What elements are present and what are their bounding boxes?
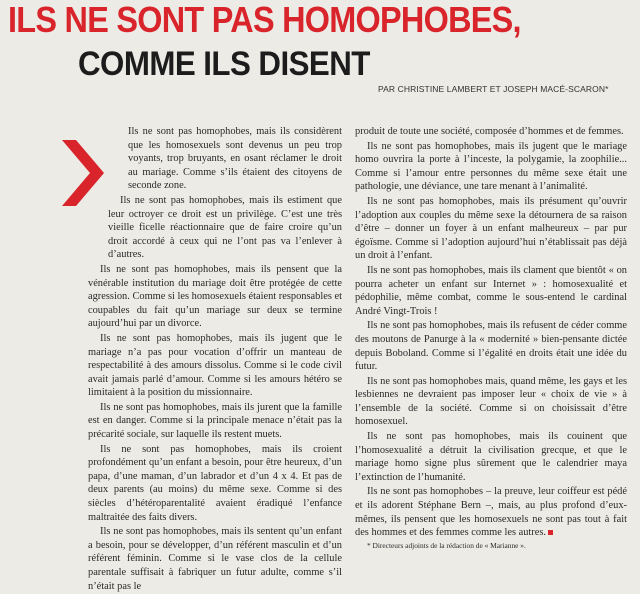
paragraph: Ils ne sont pas homophobes, mais ils jugent que le mariage homo ouvrira la porte à l’inceste, la polygamie, la zoophilie... Comme si l’amour entre personnes du même sexe était une pathologie, une déviance, une tare menant à l’animalité.: [355, 140, 627, 193]
paragraph: Ils ne sont pas homophobes, mais ils jurent que la famille est en danger. Comme si la principale menace n’était pas la précarité sociale, sur laquelle ils restent muets.: [88, 401, 342, 441]
paragraph: Ils ne sont pas homophobes, mais ils considèrent que les homosexuels sont devenus un peu trop voyants, trop bruyants, en osant réclamer le droit au mariage. Comme s’ils étaient des citoyens de seconde zone.: [128, 126, 342, 192]
paragraph: Ils ne sont pas homophobes, mais ils clament que bientôt « on pourra acheter un enfant sur Internet » : homosexualité et pédophilie, même combat, comme le sous-entend le cardinal André Vingt-Trois !: [355, 264, 627, 317]
paragraph: Ils ne sont pas homophobes mais, quand même, les gays et les lesbiennes ne devraient pas imposer leur « choix de vie » à l’ensemble de la société. Comme si on choisissait d’être homosexuel.: [355, 375, 627, 428]
footnote: * Directeurs adjoints de la rédaction de « Marianne ».: [367, 540, 526, 550]
final-paragraph-text: Ils ne sont pas homophobes – la preuve, leur coiffeur est pédé et ils adorent Stéphane Bern –, mais, au plus profond d’eux-mêmes, ils pensent que les homosexuels ne sont pas tout à fait des hommes et des femmes comme les autres.: [355, 486, 627, 539]
paragraph: Ils ne sont pas homophobes, mais ils sentent qu’un enfant a besoin, pour se développer, d’un référent masculin et d’un référent féminin. Comme si le vase clos de la cellule parentale suffisait à fabriquer un futur adulte, comme s’il n’était pas le: [88, 526, 342, 592]
final-paragraph: [355, 485, 627, 539]
byline: PAR CHRISTINE LAMBERT ET JOSEPH MACÉ-SCARON*: [378, 84, 609, 94]
end-mark-icon: [548, 530, 553, 535]
paragraph: Ils ne sont pas homophobes, mais ils pensent que la vénérable institution du mariage doit être protégée de cette agression. Comme si les homosexuels étaient responsables et coupables du fait qu’un mariage sur deux se termine aujourd’hui par un divorce.: [88, 263, 342, 330]
paragraph: Ils ne sont pas homophobes, mais ils jugent que le mariage n’a pas pour vocation d’offrir un manteau de respectabilité à des amours dissolus. Comme si le code civil avait jamais parlé d’amour. Comme si les amours hétéro se limitaient à la position du missionnaire.: [88, 332, 342, 399]
headline-line-2: COMME ILS DISENT: [78, 45, 370, 83]
headline-line-1: ILS NE SONT PAS HOMOPHOBES,: [8, 0, 521, 40]
paragraph: Ils ne sont pas homophobes, mais ils présument qu’ouvrir l’adoption aux couples du même sexe la détournera de sa raison d’être – donner un foyer à un enfant malheureux – par pur égoïsme. Comme si l’adoption aujourd’hui n’établissait pas déjà un droit à l’enfant.: [355, 195, 627, 262]
paragraph: Ils ne sont pas homophobes, mais ils couinent que l’homosexualité a détruit la civilisation grecque, et que le mariage homo signe plus sûrement que le calendrier maya l’extinction de l’humanité.: [355, 431, 627, 483]
article-column-2: [355, 125, 627, 552]
paragraph: produit de toute une société, composée d’hommes et de femmes.: [355, 126, 624, 137]
paragraph: Ils ne sont pas homophobes, mais ils croient profondément qu’un enfant a besoin, pour être heureux, d’un papa, d’une maman, d’un labrador et d’un 4 x 4. Et pas de deux parents (au moins) du même sexe. Comme si des siècles d’hétéroparentalité avaient éradiqué l’enfance maltraitée des faits divers.: [88, 443, 342, 523]
article-column-1: [88, 125, 342, 594]
paragraph: Ils ne sont pas homophobes, mais ils estiment que leur octroyer ce droit est un privilège. C’est une très vieille ficelle réactionnaire que de faire croire qu’un droit accordé à ceux qui ne l’ont pas va l’enlever à d’autres.: [108, 194, 342, 261]
paragraph: Ils ne sont pas homophobes, mais ils refusent de céder comme des moutons de Panurge à la « modernité » bien-pensante dictée depuis Boboland. Comme si l’égalité en droits était une idée du futur.: [355, 320, 627, 373]
